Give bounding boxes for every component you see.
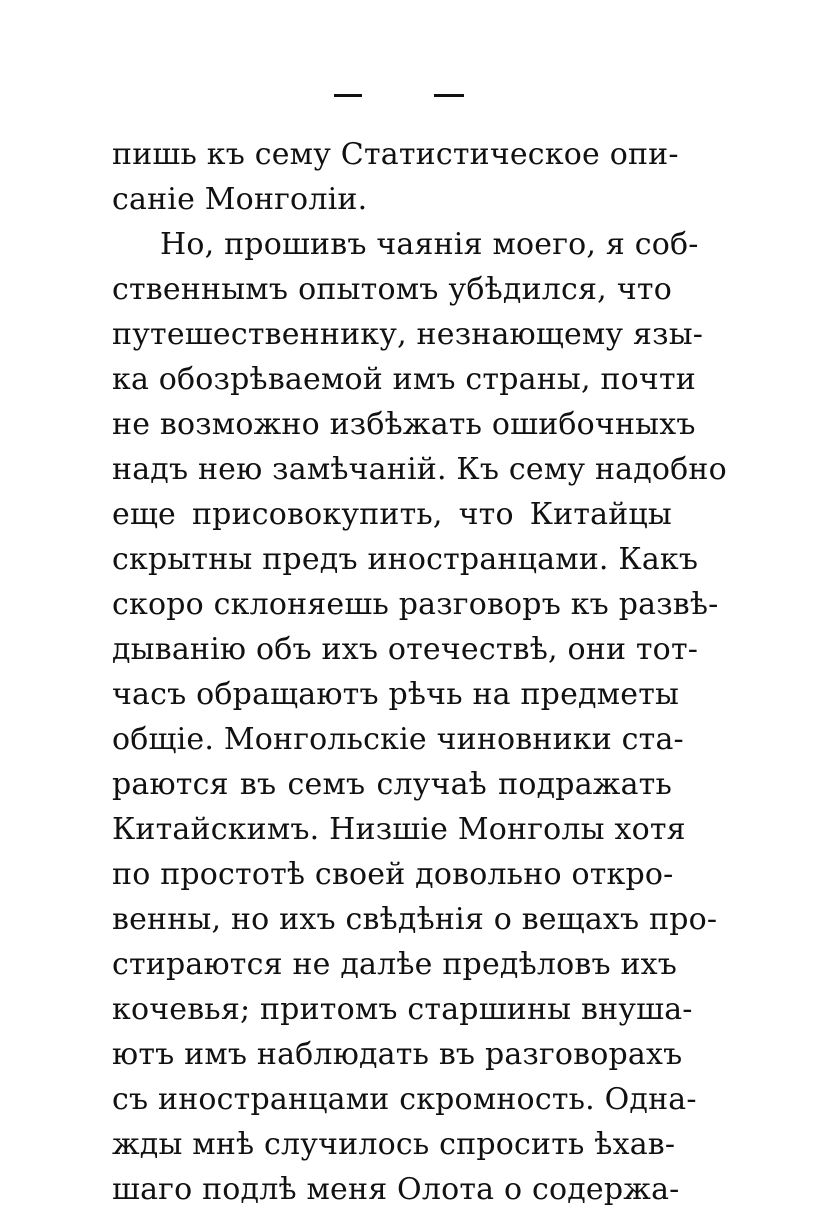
header-dash-right bbox=[434, 94, 464, 97]
text-line: Китайскимъ. Низшіе Монголы хотя bbox=[112, 812, 686, 847]
text-line: ка обозрѣваемой имъ страны, почти bbox=[112, 362, 696, 397]
text-line: часъ обращаютъ рѣчь на предметы bbox=[112, 677, 680, 712]
text-line: скрытны предъ иностранцами. Какъ bbox=[112, 542, 699, 577]
text-line: дыванію объ ихъ отечествѣ, они тот- bbox=[112, 632, 699, 667]
page-header bbox=[0, 78, 840, 118]
text-line: раются въ семъ случаѣ подражать bbox=[112, 767, 672, 802]
text-line: Но, прошивъ чаянія моего, я соб- bbox=[160, 227, 699, 262]
text-line: общіе. Монгольскіе чиновники ста- bbox=[112, 722, 684, 757]
text-line: пишь къ сему Статистическое опи- bbox=[112, 137, 679, 172]
header-dash-left bbox=[334, 94, 362, 97]
text-line: путешественнику, незнающему язы- bbox=[112, 317, 704, 352]
text-line: шаго подлѣ меня Олота о содержа- bbox=[112, 1172, 680, 1207]
text-line: съ иностранцами скромность. Одна- bbox=[112, 1082, 697, 1117]
text-line: скоро склоняешь разговоръ къ развѣ- bbox=[112, 587, 719, 622]
text-line: саніе Монголіи. bbox=[112, 182, 368, 217]
text-line: стираются не далѣе предѣловъ ихъ bbox=[112, 947, 678, 982]
text-line: еще присовокупить, что Китайцы bbox=[112, 497, 672, 532]
text-line: жды мнѣ случилось спросить ѣхав- bbox=[112, 1127, 676, 1162]
text-line: по простотѣ своей довольно откро- bbox=[112, 857, 674, 892]
text-line: кочевья; притомъ старшины внуша- bbox=[112, 992, 693, 1027]
text-line: не возможно избѣжать ошибочныхъ bbox=[112, 407, 696, 442]
text-line: венны, но ихъ свѣдѣнія о вещахъ про- bbox=[112, 902, 718, 937]
body-text bbox=[112, 132, 727, 1212]
text-line: надъ нею замѣчаній. Къ сему надобно bbox=[112, 452, 727, 487]
text-line: ственнымъ опытомъ убѣдился, что bbox=[112, 272, 672, 307]
text-line: ютъ имъ наблюдать въ разговорахъ bbox=[112, 1037, 683, 1072]
